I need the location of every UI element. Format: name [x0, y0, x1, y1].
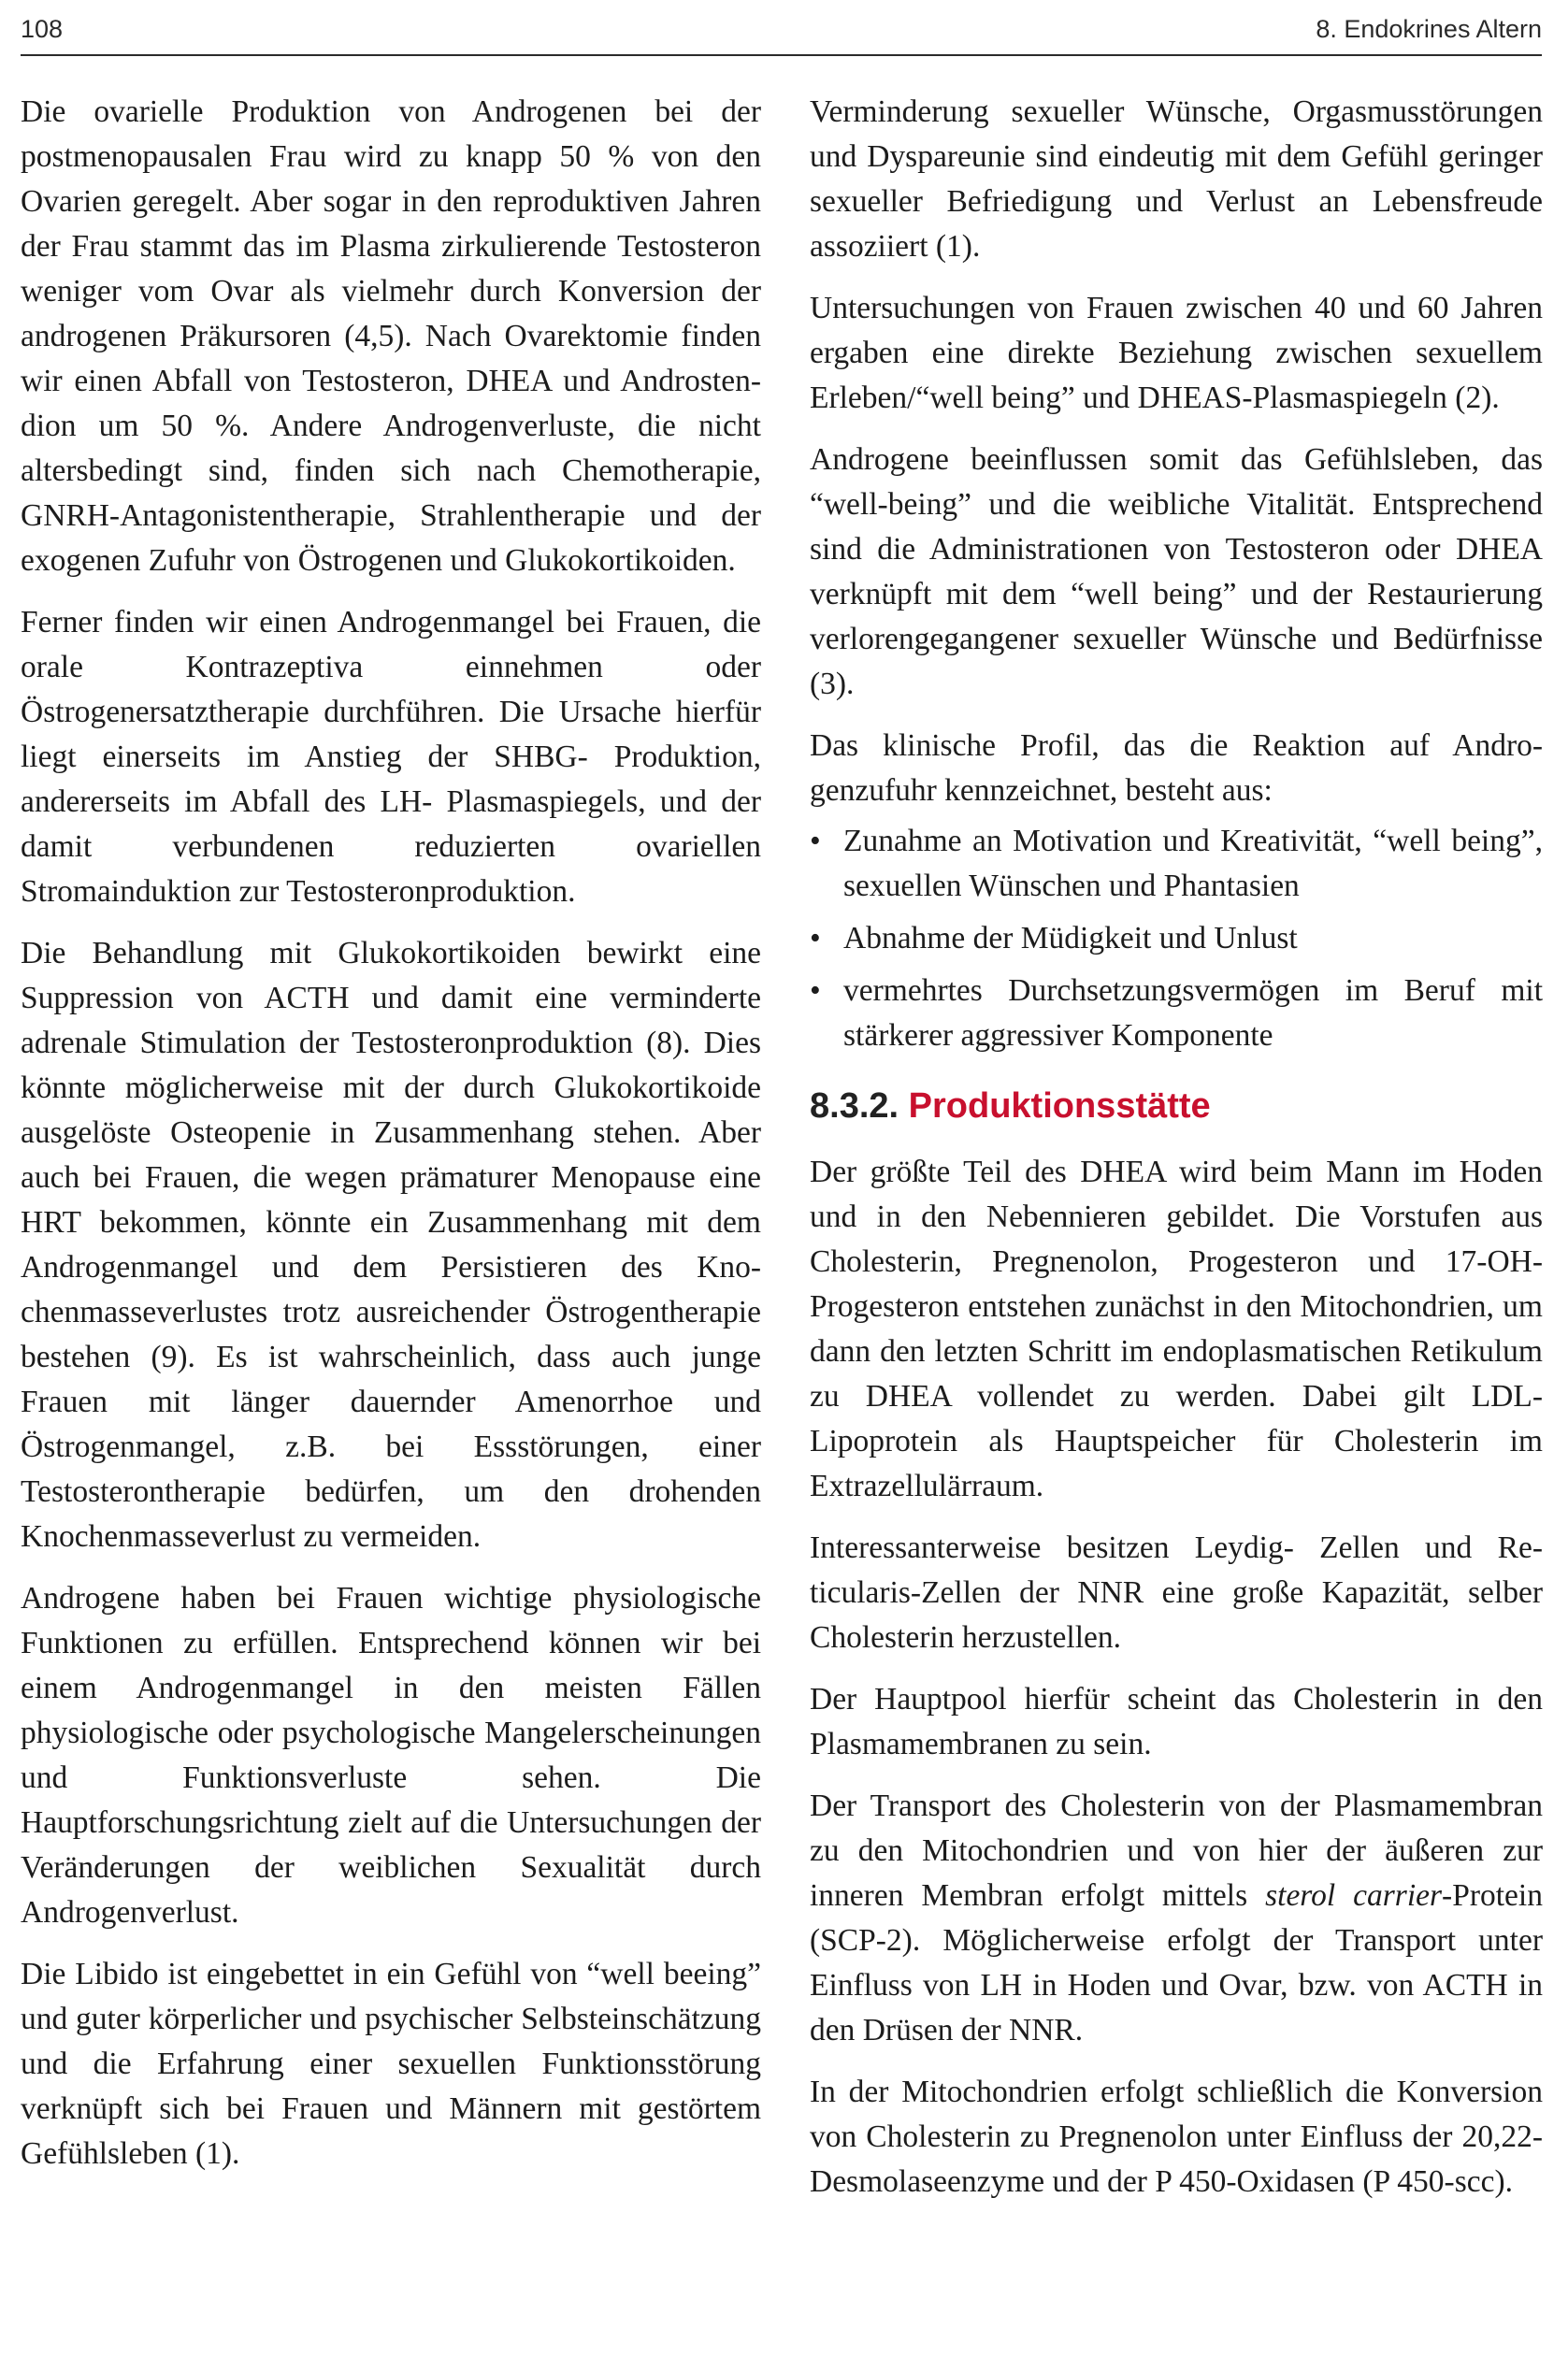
bullet-list — [810, 819, 1543, 1058]
right-column — [810, 90, 1543, 2221]
left-column — [21, 90, 761, 2193]
paragraph: Androgene haben bei Frauen wichtige physiologische Funktionen zu erfüllen. Entsprechend können wir bei einem Androgenmangel in den meisten Fällen physiologische oder psychologische Mangelerscheinungen und Funktionsverluste sehen. Die Hauptforschungsrichtung zielt auf die Untersuchungen der Veränderungen der weiblichen Sexualität durch Androgenverlust. — [21, 1581, 761, 1930]
chapter-title: 8. Endokrines Altern — [1316, 15, 1542, 43]
paragraph — [810, 1784, 1543, 2053]
paragraph: Ferner finden wir einen Androgenmangel bei Frauen, die orale Kontrazeptiva einnehmen oder Östrogenersatztherapie durchführen. Die Ursache hierfür liegt einerseits im Anstieg der SHBG- Produktion, andererseits im Abfall des LH- Plasmaspiegels, und der damit verbundenen reduzierten ovariellen Stromainduktion zur Testosteronproduktion. — [21, 605, 761, 909]
paragraph: Der größte Teil des DHEA wird beim Mann im Hoden und in den Nebennieren gebildet. Die Vorstufen aus Cholesterin, Pregnenolon, Progesteron und 17-OH-Progesteron entstehen zunächst in den Mitochondrien, um dann den letzten Schritt im endoplasmatischen Retikulum zu DHEA vollendet zu werden. Dabei gilt LDL-Lipoprotein als Hauptspeicher für Cholesterin im Extrazellulärraum. — [810, 1155, 1543, 1503]
paragraph: Die Libido ist eingebettet in ein Gefühl von “well beeing” und guter körperlicher und psychischer Selbsteinschätzung und die Erfahrung einer sexuellen Funktionsstörung verknüpft sich bei Frauen und Männern mit gestörtem Gefühlsleben (1). — [21, 1957, 761, 2171]
list-item-text: Abnahme der Müdigkeit und Unlust — [843, 921, 1298, 955]
italic-term: sterol carrier — [1265, 1878, 1443, 1913]
paragraph: Die Behandlung mit Glukokortikoiden bewirkt eine Suppression von ACTH und damit eine verminderte adrenale Stimulation der Testosteronproduktion (8). Dies könnte möglicherweise mit der durch Glukokortikoide ausgelöste Osteopenie in Zusammenhang stehen. Aber auch bei Frauen, die wegen prämaturer Menopause eine HRT bekommen, könnte ein Zusammenhang mit dem Androgenmangel und dem Persistieren des Knochenmasseverlustes trotz ausreichender Östrogentherapie bestehen (9). Es ist wahrscheinlich, dass auch junge Frauen mit länger dauernder Amenorrhoe und Östrogenmangel, z.B. bei Essstörungen, einer Testosterontherapie bedürfen, um den drohenden Knochenmasseverlust zu vermeiden. — [21, 936, 761, 1554]
list-item — [810, 916, 1543, 961]
paragraph: Verminderung sexueller Wünsche, Orgasmusstörungen und Dyspareunie sind eindeutig mit dem Gefühl geringer sexueller Befriedigung und Verlust an Lebensfreude assoziiert (1). — [810, 94, 1543, 264]
paragraph: Der Hauptpool hierfür scheint das Cholesterin in den Plasmamembranen zu sein. — [810, 1682, 1543, 1761]
page-number: 108 — [21, 15, 64, 43]
text-run: -Protein (SCP-2). Möglicherweise erfolgt der Transport unter Einfluss von LH in Hoden und Ovar, bzw. von ACTH in den Drüsen der NNR. — [810, 1878, 1543, 2047]
paragraph: Interessanterweise besitzen Leydig- Zellen und Reticularis-Zellen der NNR eine große Kapazität, selber Cholesterin herzustellen. — [810, 1530, 1543, 1655]
bullet-icon: • — [810, 824, 821, 858]
list-item — [810, 819, 1543, 909]
list-item-text: vermehrtes Durchsetzungsvermögen im Beruf mit stärkerer aggressiver Komponente — [843, 973, 1543, 1053]
paragraph: Androgene beeinflussen somit das Gefühlsleben, das “well-being” und die weibliche Vitalität. Entsprechend sind die Administrationen von Testosteron oder DHEA verknüpft mit dem “well being” und der Restaurierung verlorengegangener sexueller Wünsche und Bedürfnisse (3). — [810, 442, 1543, 701]
paragraph: Untersuchungen von Frauen zwischen 40 und 60 Jahren ergaben eine direkte Beziehung zwischen sexuellem Erleben/“well being” und DHEAS-Plasmaspiegeln (2). — [810, 291, 1543, 415]
paragraph: In der Mitochondrien erfolgt schließlich die Konversion von Cholesterin zu Pregnenolon unter Einfluss der 20,22-Desmolaseenzyme und der P 450-Oxidasen (P 450-scc). — [810, 2075, 1543, 2199]
section-title: Produktionsstätte — [908, 1086, 1211, 1126]
section-heading — [810, 1083, 1543, 1129]
section-number: 8.3.2. — [810, 1086, 899, 1126]
page-header — [21, 7, 1542, 56]
list-item — [810, 969, 1543, 1058]
bullet-icon: • — [810, 973, 821, 1008]
list-item-text: Zunahme an Motivation und Kreativität, “well being”, sexuellen Wünschen und Phantasien — [843, 824, 1543, 903]
bullet-icon: • — [810, 921, 821, 955]
paragraph: Die ovarielle Produktion von Androgenen bei der postmenopausalen Frau wird zu knapp 50 % von den Ovarien geregelt. Aber sogar in den reproduktiven Jahren der Frau stammt das im Plasma zirkulierende Testosteron weniger vom Ovar als vielmehr durch Konversion der androgenen Präkursoren (4,5). Nach Ovarektomie finden wir einen Abfall von Testosteron, DHEA und Androstendion um 50 %. Andere Androgenverluste, die nicht altersbedingt sind, finden sich nach Chemotherapie, GNRH-Antagonistentherapie, Strahlentherapie und der exogenen Zufuhr von Östrogenen und Glukokortikoiden. — [21, 94, 761, 578]
paragraph: Das klinische Profil, das die Reaktion auf Androgenzufuhr kennzeichnet, besteht aus: — [810, 728, 1543, 808]
text-run: Der Transport des Cholesterin von der Plasmamembran zu den Mitochondrien und von hier der äußeren zur inneren Membran erfolgt mittels — [810, 1789, 1543, 1913]
